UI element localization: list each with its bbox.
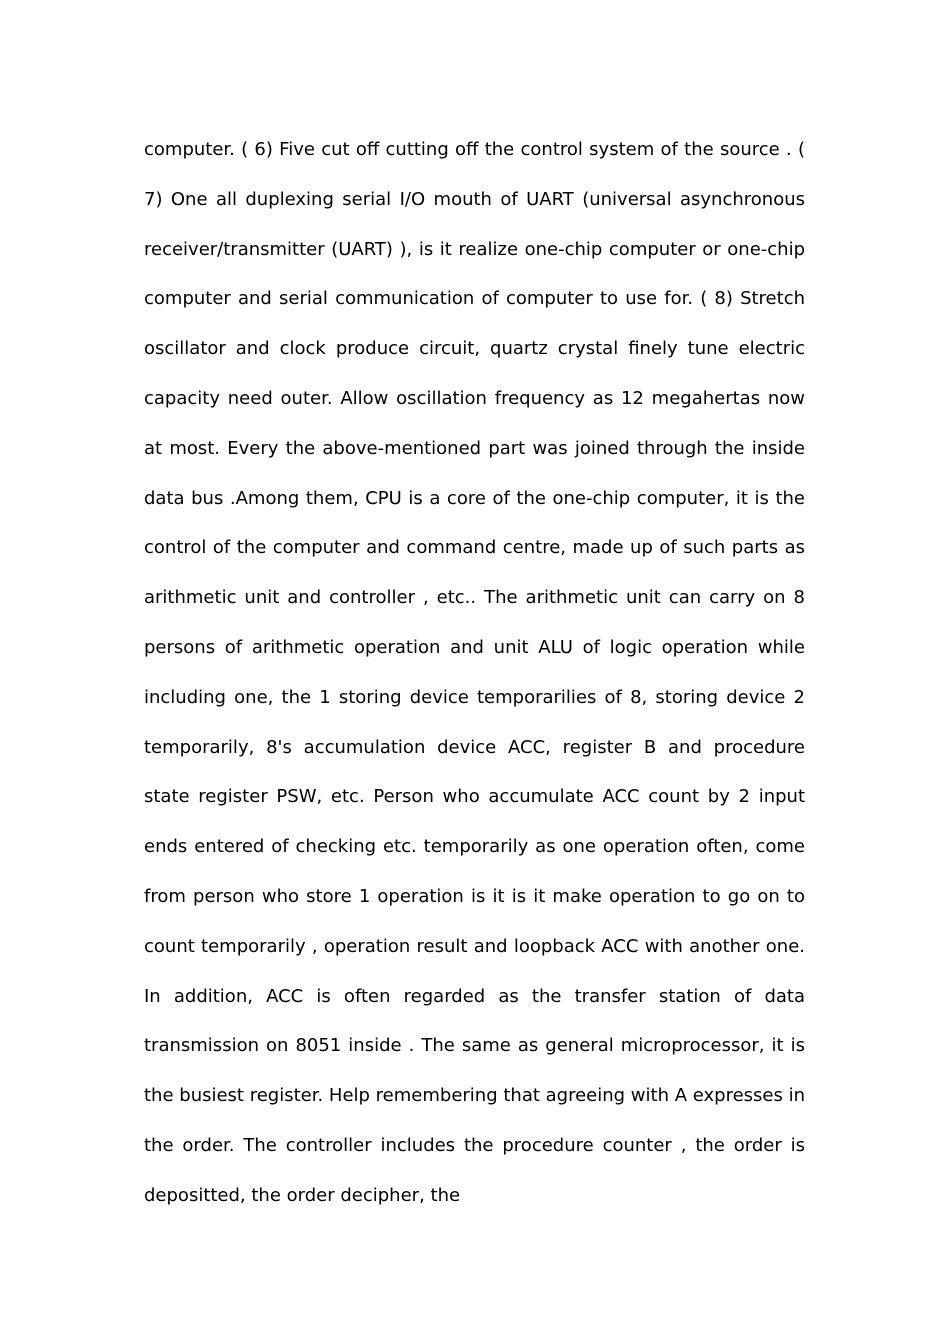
body-paragraph: computer. ( 6) Five cut off cutting off the control system of the source . ( 7) One all duplexing serial I/O mouth of UART (universal asynchronous receiver/transmitter (UART) ), is it realize one-chip computer or one-chip computer and serial communication of computer to use for. ( 8) Stretch oscillator and clock produce circuit, quartz crystal finely tune electric capacity need outer. Allow oscillation frequency as 12 megahertas now at most. Every the above-mentioned part was joined through the inside data bus .Among them, CPU is a core of the one-chip computer, it is the control of the computer and command centre, made up of such parts as arithmetic unit and controller , etc.. The arithmetic unit can carry on 8 persons of arithmetic operation and unit ALU of logic operation while including one, the 1 storing device temporarilies of 8, storing device 2 temporarily, 8's accumulation device ACC, register B and procedure state register PSW, etc. Person who accumulate ACC count by 2 input ends entered of checking etc. temporarily as one operation often, come from person who store 1 operation is it is it make operation to go on to count temporarily , operation result and loopback ACC with another one. In addition, ACC is often regarded as the transfer station of data transmission on 8051 inside . The same as general microprocessor, it is the busiest register. Help remembering that agreeing with A expresses in the order. The controller includes the procedure counter , the order is depositted, the order decipher, the — [144, 139, 805, 1206]
